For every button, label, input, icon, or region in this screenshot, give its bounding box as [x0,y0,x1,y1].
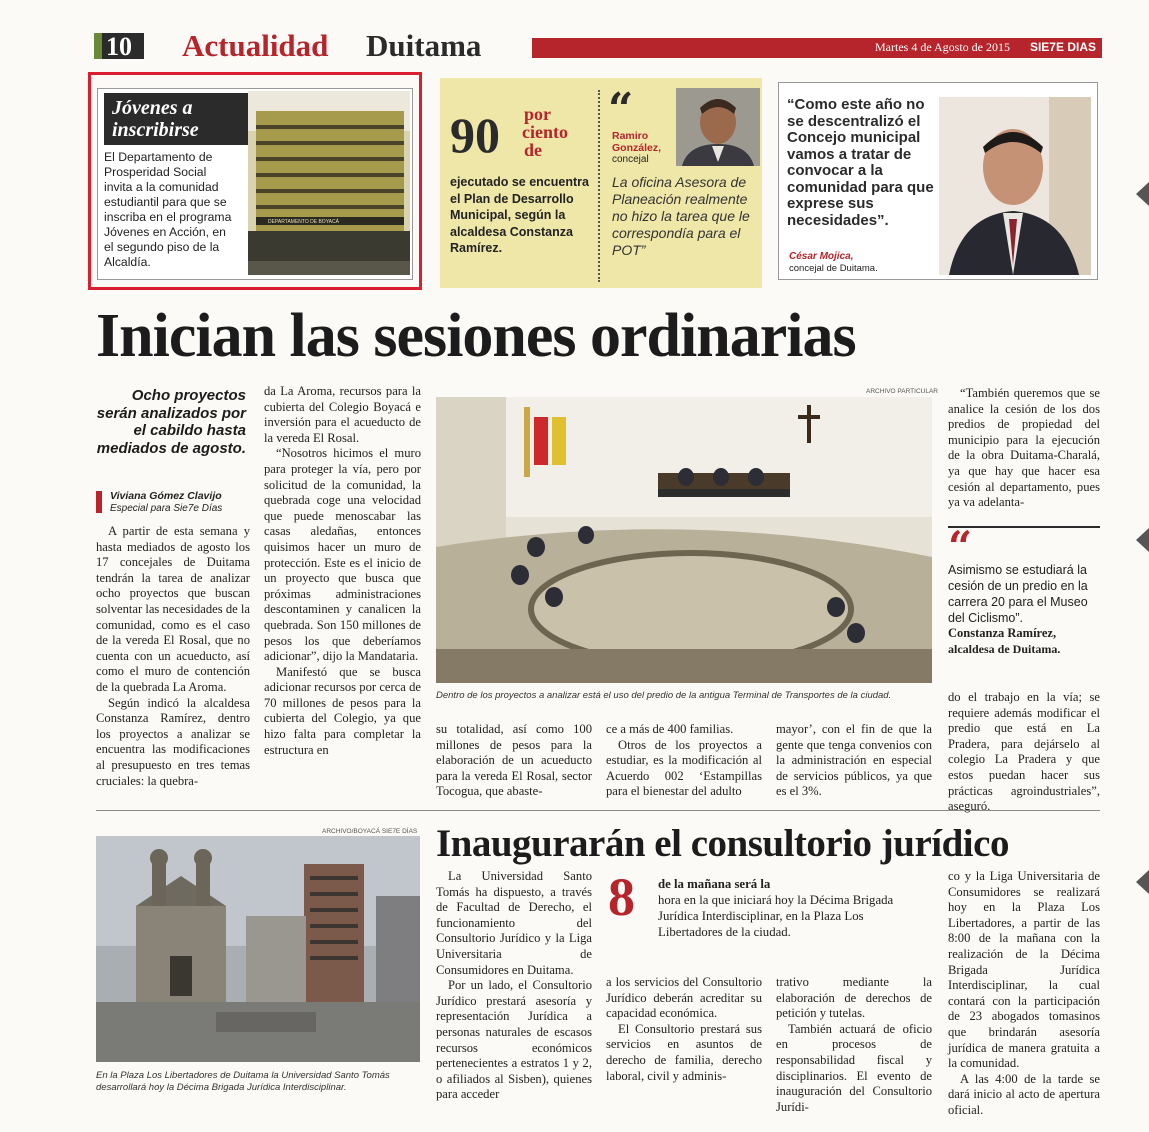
pull-quote-text: Asimismo se estudiará la cesión de un predio en la carrera 20 para el Museo del Ciclismo”. [948,563,1088,625]
second-stat-box [606,867,932,964]
main-col-6 [948,386,1100,511]
cesar-photo [939,97,1091,275]
page-edge-arrow-icon [1136,870,1149,894]
photo-sign: DEPARTAMENTO DE BOYACÁ [268,219,339,225]
pull-quote-name: Constanza Ramírez, [948,626,1057,640]
page-header [94,28,1102,63]
main-col5-para1: mayor’, con el fin de que la gente que tenga convenios con la administración en especial de servicios públicos, ya que es el 3%. [776,722,932,799]
main-col-3 [436,722,592,800]
section-title: Actualidad [182,28,329,63]
main-col1-para2: Según indicó la alcaldesa Constanza Ramírez, dentro los proyectos a analizar se encuentra las modificaciones al presupuesto en tres temas cruciales: la quebra- [96,695,250,788]
brief-youth [97,88,413,280]
second-col-2 [606,975,762,1084]
second-col1-para1: La Universidad Santo Tomás ha dispuesto, a través de Facultad de Derecho, el funcionamiento del Consultorio Jurídico y la Liga Universitaria de Consumidores en Duitama. [436,869,592,977]
main-photo-caption: Dentro de los proyectos a analizar está el uso del predio de la antigua Terminal de Transportes de la ciudad. [436,690,892,701]
main-col1-para1: A partir de esta semana y hasta mediados de agosto los 17 concejales de Duitama tendrán la tarea de analizar ocho proyectos que buscan solventar las necesidades de la comunidad, como es el caso de la vereda El Rosal, que no cuenta con un acueducto, así como el muro de contención de la quebrada La Aroma. [96,524,250,694]
author-role: Especial para Sie7e Días [110,503,223,514]
second-col2-para1: a los servicios del Consultorio Jurídico deberán acreditar su capacidad económica. [606,975,762,1021]
second-col-3 [776,975,932,1115]
main-col6-para2: do el trabajo en la vía; se requiere además modificar el predio que está en La Pradera, para dejárselo al colegio La Pradera y que estos puedan hacer sus prácticas agroindustriales”, aseguró. [948,690,1100,814]
second-col3-para2: También actuará de oficio en procesos de responsabilidad fiscal y disciplinarios. El evento de inauguración del Consultorio Jurídi- [776,1021,932,1114]
main-col3-para1: su totalidad, así como 100 millones de pesos para la elaboración de un acueducto para la vereda El Rosal, sector Tocogua, que abaste- [436,722,592,799]
main-col2-para3: Manifestó que se busca adicionar recursos por cerca de 70 millones de pesos para la cubierta del Colegio, ya que hizo falta para completar la estructura en [264,664,421,757]
main-col4-para2: Otros de los proyectos a estudiar, es la modificación al Acuerdo 002 ‘Estampillas para el bienestar del adulto [606,737,762,799]
cesar-name: César Mojica, [789,251,854,262]
header-rule [532,38,1102,58]
pull-quote [948,522,1100,658]
quote-open-icon: “ [608,84,634,135]
brief-title-box [104,93,250,145]
author-name: Viviana Gómez Clavijo [110,490,222,502]
main-col-2 [264,384,421,758]
main-col4-para1: ce a más de 400 familias. [606,722,734,736]
main-headline: Inician las sesiones ordinarias [96,302,856,370]
second-photo [96,836,420,1062]
stat-divider [598,90,600,282]
main-col-6b [948,690,1100,815]
main-col-5 [776,722,932,800]
pull-quote-icon: “ [948,522,973,571]
stat-text: ejecutado se encuentra el Plan de Desarrollo Municipal, según la alcaldesa Constanza Ramírez. [450,175,589,255]
second-col3-para1: trativo mediante la elaboración de derechos de petición y tutelas. [776,975,932,1021]
brief-photo [248,91,410,275]
brief-title-line1: Jóvenes a [112,97,193,119]
second-headline: Inaugurarán el consultorio jurídico [436,822,1009,865]
main-col2-para2: “Nosotros hicimos el muro para proteger la vía, pero por solicitud de la comunidad, la quebrada coge una velocidad que puede menoscabar las casas aledañas, entonces quisimos hacer un muro de protección. Este es el inicio de un proyecto que busca que próximas administraciones descontaminen y canalicen la quebrada. Son 150 millones de pesos los que deberíamos adicionar”, dijo la Mandataria. [264,446,421,664]
page-edge-arrow-icon [1136,528,1149,552]
ramiro-photo [676,88,760,166]
page-number: 10 [106,32,132,61]
second-col4-para1: co y la Liga Universitaria de Consumidores se realizará hoy en la Plaza Los Libertadores, a partir de las 8:00 de la mañana con la realización de la Décima Brigada Jurídica Interdisciplinar, la cual contará con la participación de 23 abogados tomasinos que brindarán asesoría jurídica de manera gratuita a la comunidad. [948,869,1100,1071]
second-photo-credit: ARCHIVO/BOYACÁ SIE7E DÍAS [322,828,418,835]
section-divider [96,810,1100,811]
page-number-badge [94,33,144,59]
cesar-role: concejal de Duitama. [789,263,878,274]
second-col4-para2: A las 4:00 de la tarde se dará inicio al acto de apertura oficial. [948,1071,1100,1117]
page-edge-arrow-icon [1136,182,1149,206]
ramiro-name-line2: González, [612,142,662,154]
ramiro-name-line1: Ramiro [612,130,649,142]
second-col2-para2: El Consultorio prestará sus servicios en asuntos de derecho de familia, derecho laboral, civil y adminis- [606,1021,762,1083]
brief-body: El Departamento de Prosperidad Social invita a la comunidad estudiantil para que se inscriba en el programa Jóvenes en Acción, en el segundo piso de la Alcaldía. [104,150,232,269]
main-col-4 [606,722,762,800]
main-photo-credit: ARCHIVO PARTICULAR [866,388,938,395]
header-date: Martes 4 de Agosto de 2015 [875,40,1010,54]
second-col-4 [948,869,1100,1119]
brief-title-line2: inscribirse [112,119,199,141]
header-brand: SIE7E DIAS [1029,40,1096,54]
second-stat-text: hora en la que iniciará hoy la Décima Brigada Jurídica Interdisciplinar, en la Plaza Los Libertadores de la ciudad. [658,893,894,939]
main-photo [436,397,932,683]
main-col6-para1: “También queremos que se analice la cesión de los dos predios de propiedad del municipio para la ejecución de la obra Duitama-Charalá, ya que hay que hacer esa cesión al departamento, pues ya va adelanta- [948,386,1100,510]
quote-cesar-box [778,82,1098,280]
pull-quote-role: alcaldesa de Duitama. [948,642,1061,656]
second-photo-caption: En la Plaza Los Libertadores de Duitama la Universidad Santo Tomás desarrollará hoy la Décima Brigada Jurídica Interdisciplinar. [96,1070,390,1093]
stat-unit-line3: de [524,140,542,160]
second-col-1 [436,869,592,1103]
stat-number: 90 [450,107,500,163]
second-stat-number: 8 [608,867,635,927]
stat-unit-line2: ciento [522,122,568,142]
main-col-1 [96,524,250,789]
main-deck: Ocho proyectos serán analizados por el cabildo hasta mediados de agosto. [96,387,246,457]
second-col1-para2: Por un lado, el Consultorio Jurídico prestará asesoría y representación Jurídica a personas naturales de escasos recursos económicos pertenecientes a estratos 1 y 2, o afiliados al Sisben), quienes para acceder [436,978,592,1102]
byline-marker [96,491,102,513]
ramiro-quote: La oficina Asesora de Planeación realmente no hizo la tarea que le correspondía para el POT” [612,174,750,258]
ramiro-role: concejal [612,154,649,165]
cesar-quote: “Como este año no se descentralizó el Concejo municipal vamos a tratar de convocar a la comunidad para que exprese sus necesidades”. [787,96,934,229]
second-stat-bold: de la mañana será la [658,877,771,891]
stat-box [440,78,762,288]
second-stat-text-wrap [658,876,928,940]
main-col2-para1: da La Aroma, recursos para la cubierta del Colegio Boyacá e inversión para el acueducto de la vereda El Rosal. [264,384,421,445]
section-city: Duitama [366,28,482,63]
stat-unit-line1: por [524,104,551,124]
